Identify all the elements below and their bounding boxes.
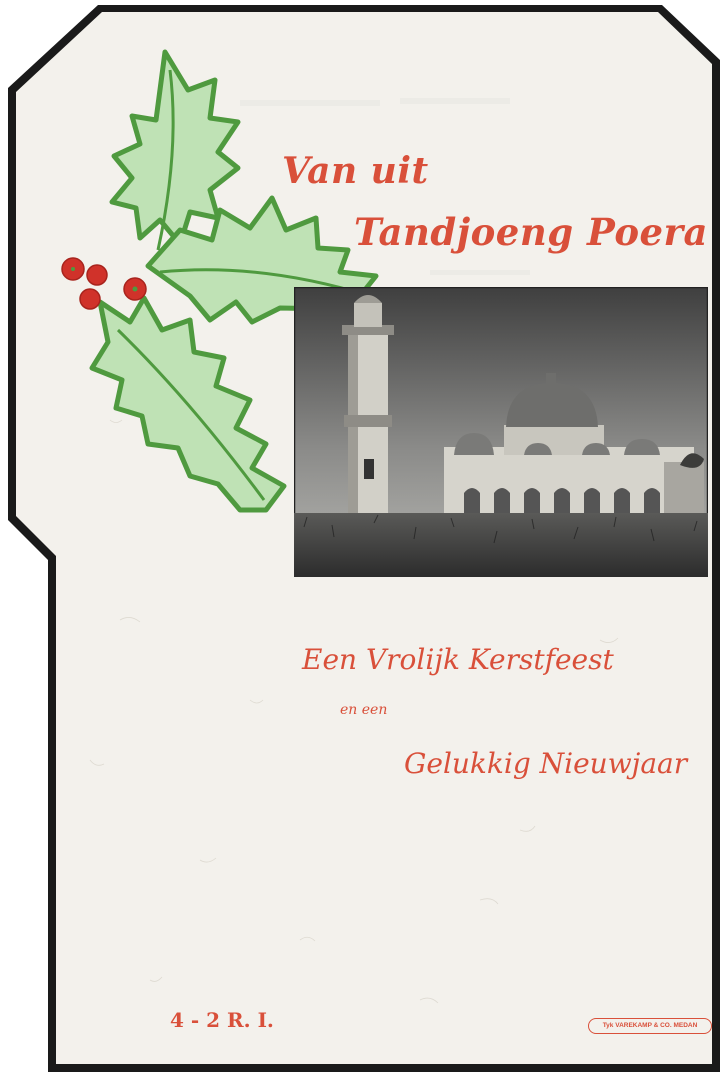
greeting-line2: en een — [340, 702, 388, 718]
card-title-line1: Van uit — [282, 150, 429, 192]
card-title-line2: Tandjoeng Poera — [354, 210, 709, 254]
unit-code: 4 - 2 R. I. — [170, 1008, 274, 1032]
mosque-photo — [294, 287, 708, 577]
printer-stamp: Tyk VAREKAMP & CO. MEDAN — [588, 1018, 712, 1034]
greeting-line3: Gelukkig Nieuwjaar — [404, 747, 688, 780]
holly-berries-icon — [55, 255, 155, 315]
greeting-line1: Een Vrolijk Kerstfeest — [302, 643, 614, 676]
